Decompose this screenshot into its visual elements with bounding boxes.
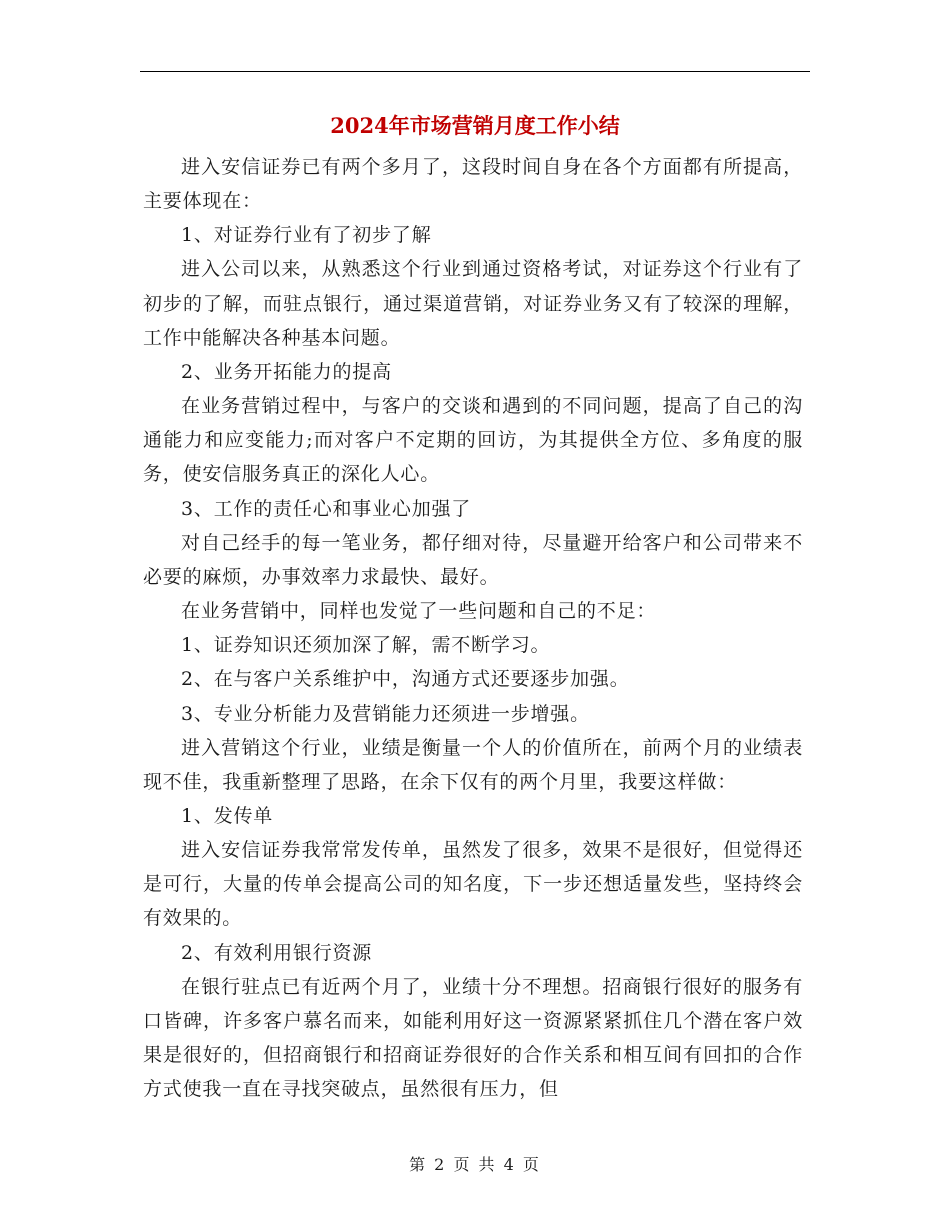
paragraph: 在业务营销中，同样也发觉了一些问题和自己的不足： [181,600,657,623]
document-body [143,150,803,1106]
document-title: 2024年市场营销月度工作小结 [330,113,620,138]
paragraph: 进入公司以来，从熟悉这个行业到通过资格考试，对证券这个行业有了初步的了解，而驻点银行，通过渠道营销，对证券业务又有了较深的理解，工作中能解决各种基本问题。 [143,258,803,349]
page-number: 第 2 页 共 4 页 [409,1155,541,1174]
section-heading: 1、对证券行业有了初步了解 [181,224,432,247]
section-heading: 3、工作的责任心和事业心加强了 [181,497,472,520]
header-rule [140,71,810,72]
section-heading: 2、有效利用银行资源 [181,941,373,964]
paragraph: 对自己经手的每一笔业务，都仔细对待，尽量避开给客户和公司带来不必要的麻烦，办事效率力求最快、最好。 [143,531,803,588]
list-item: 3、专业分析能力及营销能力还须进一步增强。 [181,702,590,725]
paragraph: 进入安信证券我常常发传单，虽然发了很多，效果不是很好，但觉得还是可行，大量的传单会提高公司的知名度，下一步还想适量发些，坚持终会有效果的。 [143,839,803,930]
paragraph: 在业务营销过程中，与客户的交谈和遇到的不同问题，提高了自己的沟通能力和应变能力;而对客户不定期的回访，为其提供全方位、多角度的服务，使安信服务真正的深化人心。 [143,395,803,486]
list-item: 1、证券知识还须加深了解，需不断学习。 [181,634,551,657]
section-heading: 2、业务开拓能力的提高 [181,360,392,383]
section-heading: 1、发传单 [181,804,274,827]
paragraph: 在银行驻点已有近两个月了，业绩十分不理想。招商银行很好的服务有口皆碑，许多客户慕名而来，如能利用好这一资源紧紧抓住几个潜在客户效果是很好的，但招商银行和招商证券很好的合作关系和相互间有回扣的合作方式使我一直在寻找突破点，虽然很有压力，但 [143,975,803,1101]
paragraph-intro: 进入安信证券已有两个多月了，这段时间自身在各个方面都有所提高，主要体现在： [143,156,803,213]
paragraph: 进入营销这个行业，业绩是衡量一个人的价值所在，前两个月的业绩表现不佳，我重新整理了思路，在余下仅有的两个月里，我要这样做： [143,736,803,793]
list-item: 2、在与客户关系维护中，沟通方式还要逐步加强。 [181,668,630,691]
